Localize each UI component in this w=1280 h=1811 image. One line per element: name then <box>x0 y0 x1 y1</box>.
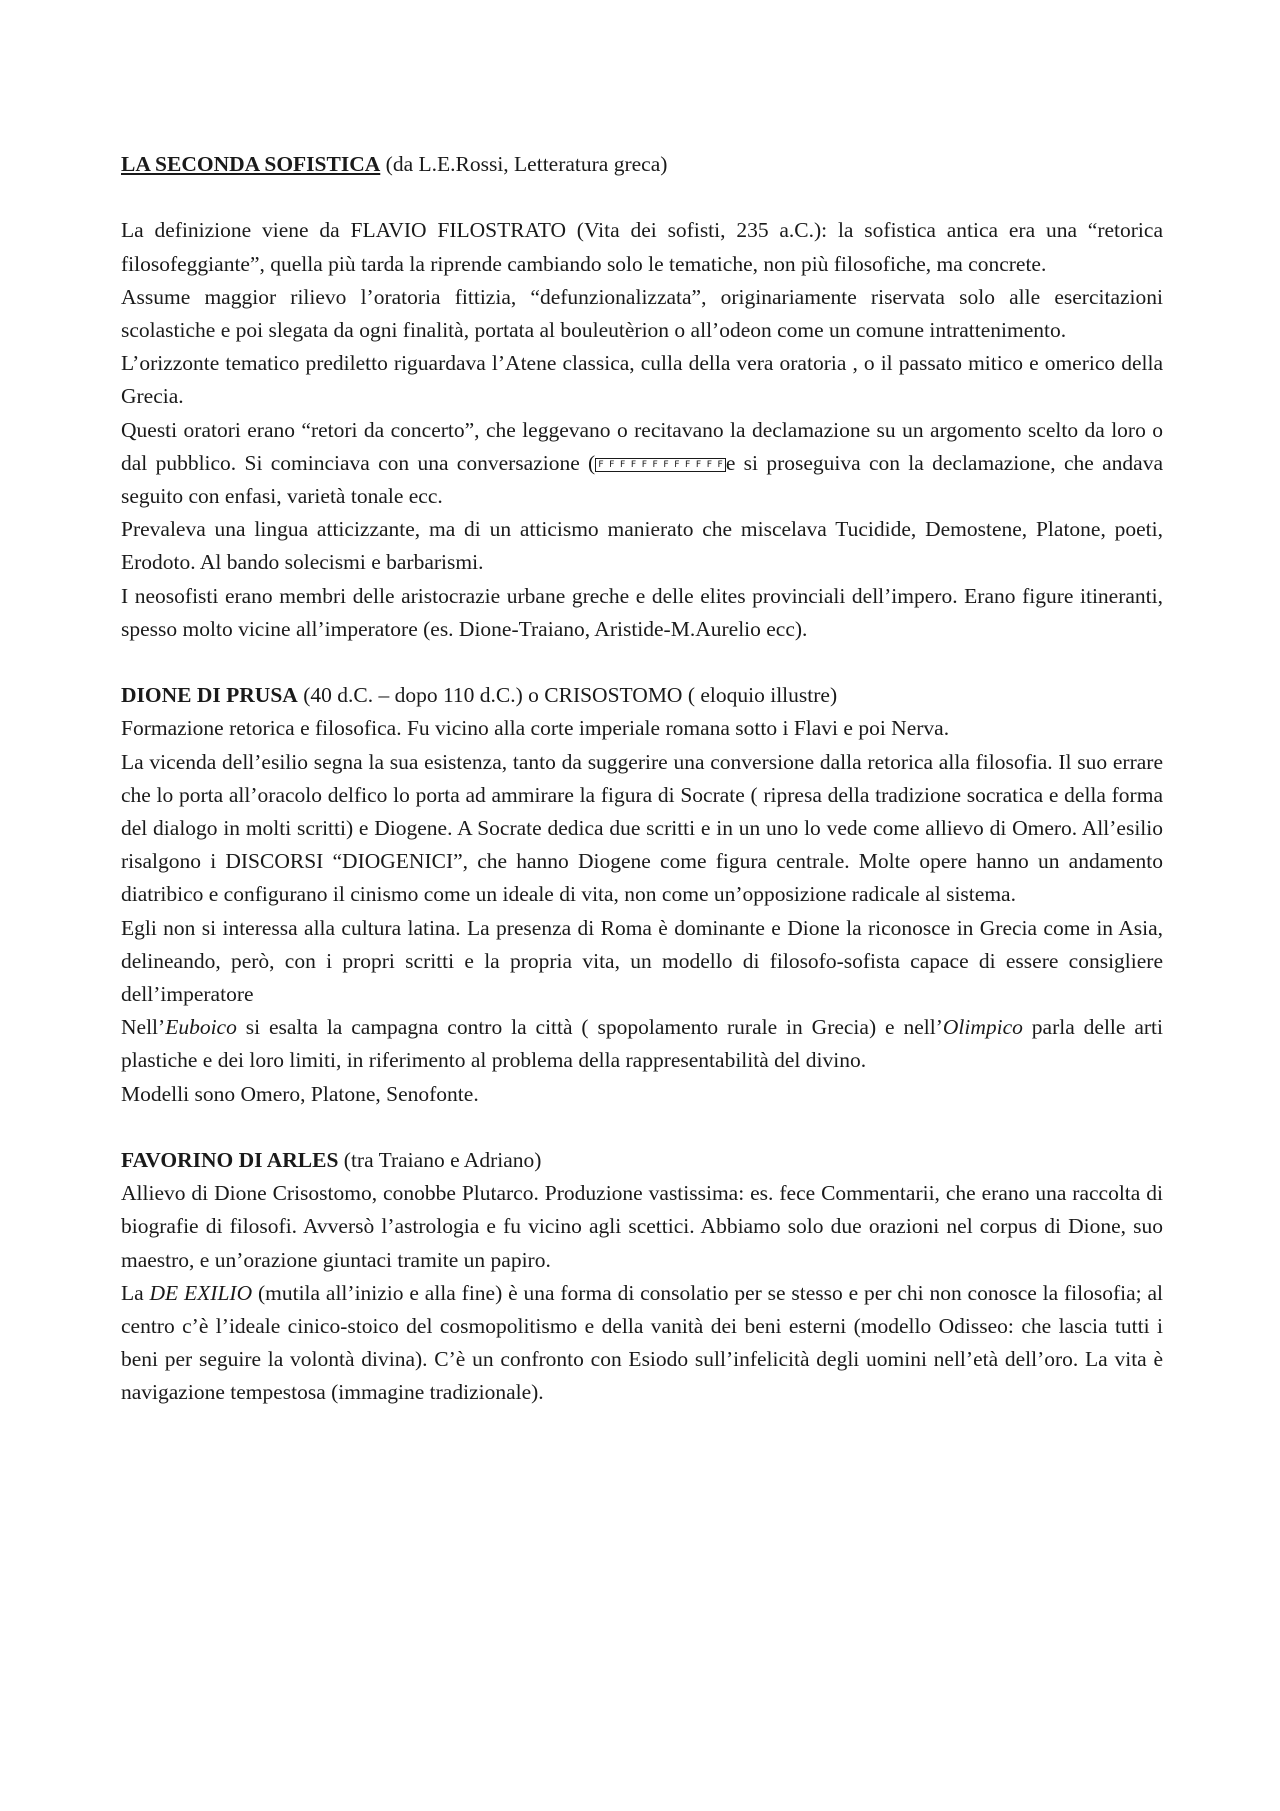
spacer <box>121 1111 1163 1144</box>
paragraph: Assume maggior rilievo l’oratoria fittizia, “defunzionalizzata”, originariamente riservata solo alle esercitazioni scolastiche e poi slegata da ogni finalità, portata al bouleutèrion o all’odeon come un comune intrattenimento. <box>121 284 1163 342</box>
paragraph: I neosofisti erano membri delle aristocrazie urbane greche e delle elites provinciali dell’impero. Erano figure itineranti, spesso molto vicine all’imperatore (es. Dione-Traiano, Aristide-M.Aurelio ecc). <box>121 583 1163 641</box>
paragraph-text: Questi oratori erano “retori da concerto”, che leggevano o recitavano la declamazione su un argomento scelto da loro o dal pubblico. Si cominciava con una conversazione ( <box>121 417 1163 475</box>
work-title-olimpico: Olimpico <box>942 1015 1023 1040</box>
paragraph: Modelli sono Omero, Platone, Senofonte. <box>121 1081 479 1106</box>
missing-glyph-box: F F F F F F F F F F F F <box>595 458 726 472</box>
work-title-de-exilio: DE EXILIO <box>149 1280 253 1305</box>
paragraph-text: La <box>121 1280 150 1305</box>
paragraph: L’orizzonte tematico prediletto riguardava l’Atene classica, culla della vera oratoria , o il passato mitico e omerico della Grecia. <box>121 351 1163 409</box>
paragraph: Allievo di Dione Crisostomo, conobbe Plutarco. Produzione vastissima: es. fece Commentarii, che erano una raccolta di biografie di filosofi. Avversò l’astrologia e fu vicino agli scettici. Abbiamo solo due orazioni nel corpus di Dione, suo maestro, e un’orazione giuntaci tramite un papiro. <box>121 1181 1163 1272</box>
heading-subtitle: (da L.E.Rossi, Letteratura greca) <box>380 152 668 176</box>
heading-subtitle: (tra Traiano e Adriano) <box>338 1148 542 1173</box>
section-heading-dione <box>121 679 1163 712</box>
spacer <box>121 646 1163 679</box>
paragraph <box>121 414 1163 514</box>
paragraph-text: (mutila all’inizio e alla fine) è una forma di consolatio per se stesso e per chi non conosce la filosofia; al centro c’è l’ideale cinico-stoico del cosmopolitismo e della vanità dei beni esterni (modello Odisseo: che lascia tutti i beni per seguire la volontà divina). C’è un confronto con Esiodo sull’infelicità degli uomini nell’età dell’oro. La vita è navigazione tempestosa (immagine tradizionale). <box>121 1280 1163 1405</box>
paragraph: Prevaleva una lingua atticizzante, ma di un atticismo manierato che miscelava Tucidide, Demostene, Platone, poeti, Erodoto. Al bando solecismi e barbarismi. <box>121 517 1163 575</box>
work-title-euboico: Euboico <box>165 1015 237 1040</box>
paragraph: La definizione viene da FLAVIO FILOSTRATO (Vita dei sofisti, 235 a.C.): la sofistica antica era una “retorica filosofeggiante”, quella più tarda la riprende cambiando solo le tematiche, non più filosofiche, ma concrete. <box>121 218 1163 276</box>
paragraph-text: si esalta la campagna contro la città ( spopolamento rurale in Grecia) e nell’ <box>236 1015 943 1040</box>
paragraph <box>121 1277 1163 1410</box>
document-page <box>121 148 1163 1410</box>
section-heading-sofistica <box>121 148 1163 181</box>
paragraph-text: e si proseguiva con la declamazione, che andava seguito con enfasi, varietà tonale ecc. <box>121 450 1163 509</box>
paragraph: Formazione retorica e filosofica. Fu vicino alla corte imperiale romana sotto i Flavi e poi Nerva. <box>121 716 950 741</box>
section-heading-favorino <box>121 1144 1163 1177</box>
spacer <box>121 181 1163 214</box>
paragraph-text: parla delle arti plastiche e dei loro limiti, in riferimento al problema della rappresentabilità del divino. <box>121 1015 1163 1073</box>
heading-subtitle: (40 d.C. – dopo 110 d.C.) o CRISOSTOMO ( eloquio illustre) <box>297 683 838 708</box>
paragraph-text: Nell’ <box>121 1015 166 1040</box>
paragraph <box>121 1011 1163 1077</box>
paragraph: Egli non si interessa alla cultura latina. La presenza di Roma è dominante e Dione la riconosce in Grecia come in Asia, delineando, però, con i propri scritti e la propria vita, un modello di filosofo-sofista capace di essere consigliere dell’imperatore <box>121 915 1163 1007</box>
paragraph: La vicenda dell’esilio segna la sua esistenza, tanto da suggerire una conversione dalla retorica alla filosofia. Il suo errare che lo porta all’oracolo delfico lo porta ad ammirare la figura di Socrate ( ripresa della tradizione socratica e della forma del dialogo in molti scritti) e Diogene. A Socrate dedica due scritti e in un uno lo vede come allievo di Omero. All’esilio risalgono i DISCORSI “DIOGENICI”, che hanno Diogene come figura centrale. Molte opere hanno un andamento diatribico e configurano il cinismo come un ideale di vita, non come un’opposizione radicale al sistema. <box>121 749 1163 907</box>
heading-title: DIONE DI PRUSA <box>121 683 298 708</box>
heading-title: LA SECONDA SOFISTICA <box>121 152 381 176</box>
heading-title: FAVORINO DI ARLES <box>121 1148 339 1173</box>
